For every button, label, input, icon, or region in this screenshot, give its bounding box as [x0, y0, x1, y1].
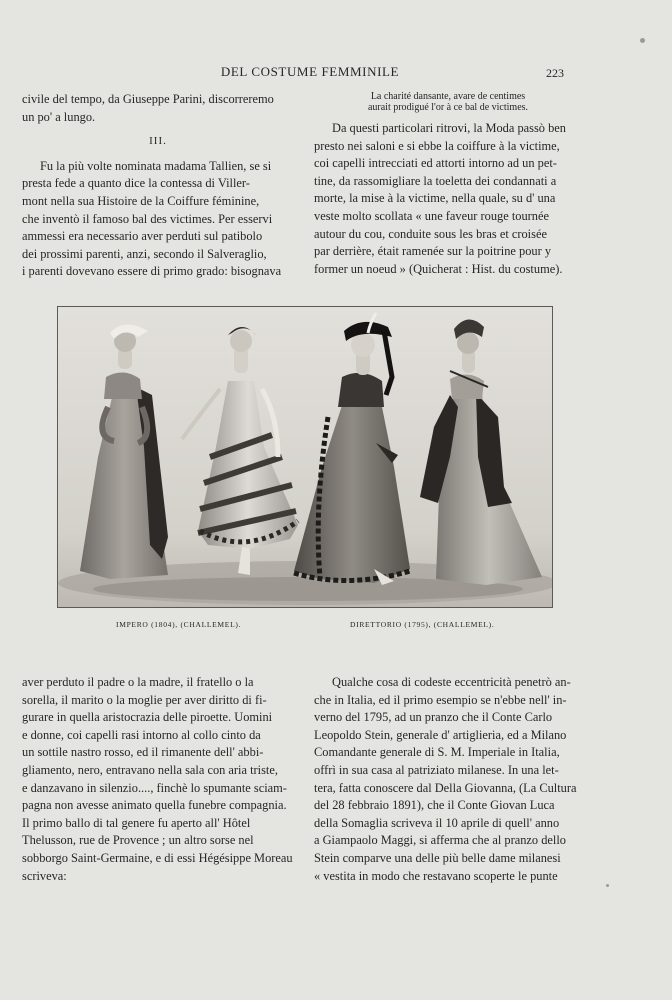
poem-quote: [314, 91, 582, 113]
text-line: della Somaglia scriveva il 10 aprile di quell' anno: [314, 815, 560, 830]
left-column-bottom: [22, 674, 294, 885]
text-line: offrì in sua casa al patriziato milanese. In una let-: [314, 762, 559, 777]
text-line: Thelusson, rue de Provence ; un altro sorse nel: [22, 833, 254, 848]
left-column-top: [22, 91, 294, 281]
text-line: Fu la più volte nominata madama Tallien, se si: [40, 158, 272, 173]
text-line: veste molto scollata « une faveur rouge tournée: [314, 208, 549, 223]
ink-spot: [606, 884, 609, 887]
text-line: sobborgo Saint-Germaine, e di essi Hégésippe Moreau: [22, 850, 293, 865]
poem-line: La charité dansante, avare de centimes: [370, 91, 526, 102]
text-line: « vestita in modo che restavano scoperte le punte: [314, 868, 558, 883]
text-line: ammessi era necessario aver perduti sul patibolo: [22, 229, 263, 244]
text-line: sorella, il marito o la moglie per aver diritto di fi-: [22, 692, 267, 707]
text-line: Da questi particolari ritrovi, la Moda passò ben: [332, 121, 566, 135]
poem-line: aurait prodigué l'or à ce bal de victimes.: [367, 102, 529, 113]
text-line: un sottile nastro rosso, ed il rimanente dell' abbi-: [22, 745, 264, 760]
section-number: III.: [149, 135, 167, 148]
costume-illustration: [57, 306, 553, 608]
text-line: a Giampaolo Maggi, si afferma che al pranzo dello: [314, 833, 566, 848]
right-column-top: [314, 91, 582, 278]
text-line: autour du cou, conduite sous les bras et croisée: [314, 226, 547, 241]
figure-caption-right: DIRETTORIO (1795), (CHALLEMEL).: [350, 620, 495, 629]
text-line: un po' a lungo.: [22, 109, 96, 124]
text-line: Il primo ballo di tal genere fu aperto all' Hôtel: [22, 815, 251, 830]
text-line: tera, fatta conoscere dal Della Giovanna, (La Cultura: [314, 780, 577, 795]
text-line: dei prossimi parenti, anzi, secondo il Salveraglio,: [22, 246, 267, 261]
text-line: Comandante generale di S. M. Imperiale in Italia,: [314, 745, 560, 760]
text-line: mont nella sua Histoire de la Coiffure féminine,: [22, 193, 260, 208]
text-line: morte, la mise à la victime, nella quale, su d' una: [314, 191, 556, 206]
text-line: par derrière, était ramenée sur la poitrine pour y: [314, 244, 552, 259]
fashion-plate-image: [58, 307, 552, 607]
text-line: verno del 1795, ad un pranzo che il Conte Carlo: [314, 710, 553, 725]
text-line: civile del tempo, da Giuseppe Parini, discorreremo: [22, 92, 274, 106]
text-line: tine, da rassomigliare la toeletta dei condannati a: [314, 173, 557, 188]
text-line: presta fede a quanto dice la contessa di Viller-: [22, 176, 250, 191]
text-line: Qualche cosa di codeste eccentricità penetrò an-: [332, 675, 571, 689]
text-line: e danzavano in silenzio...., finchè lo spumante sciam-: [22, 780, 287, 795]
figure-caption-left: IMPERO (1804), (CHALLEMEL).: [116, 620, 242, 629]
text-line: che inventò il famoso bal des victimes. Per esservi: [22, 211, 273, 226]
text-line: che in Italia, ed il primo esempio se n'ebbe nell' in-: [314, 692, 567, 707]
text-line: coi capelli intrecciati ed attorti intorno ad un pet-: [314, 156, 557, 171]
text-line: gliamento, nero, entravano nella sala con aria triste,: [22, 762, 278, 777]
text-line: former un noeud » (Quicherat : Hist. du costume).: [314, 261, 563, 276]
text-line: presto nei saloni e si ebbe la coiffure à la victime,: [314, 138, 560, 153]
text-line: del 28 febbraio 1891), che il Conte Giovan Luca: [314, 798, 555, 813]
running-head: DEL COSTUME FEMMINILE: [220, 64, 400, 79]
text-line: Stein comparve una delle più belle dame milanesi: [314, 850, 561, 865]
text-line: Leopoldo Stein, generale d' artiglieria, ed a Milano: [314, 727, 567, 742]
text-line: e donne, coi capelli rasi intorno al collo cinto da: [22, 727, 261, 742]
text-line: scriveva:: [22, 868, 67, 883]
text-line: aver perduto il padre o la madre, il fratello o la: [22, 675, 254, 689]
page-number: 223: [546, 66, 564, 80]
text-line: i parenti dovevano essere di primo grado: bisognava: [22, 264, 282, 279]
right-column-bottom: [314, 674, 582, 885]
text-line: gurare in quella aristocrazia delle piroette. Uomini: [22, 710, 273, 725]
ink-spot: [640, 38, 645, 43]
text-line: pagna non avesse animato quella funebre compagnia.: [22, 798, 287, 813]
